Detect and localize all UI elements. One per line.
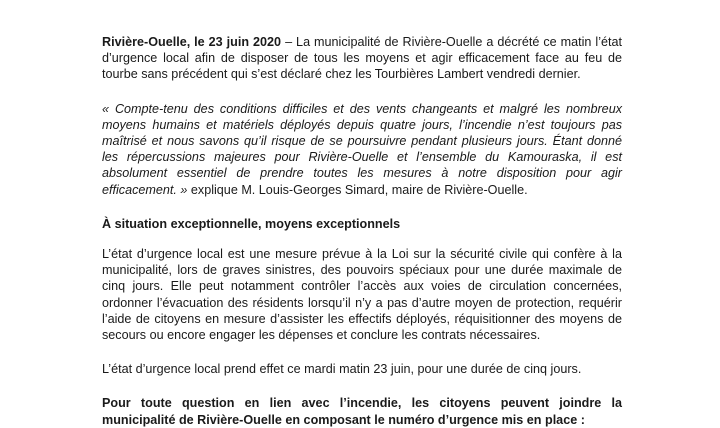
emergency-measures-paragraph: L’état d’urgence local est une mesure prévue à la Loi sur la sécurité civile qui confère à la municipalité, lors de graves sinistres, des pouvoirs spéciaux pour une durée maximale de cinq jours. Elle peut notamment contrôler l’accès aux voies de circulation concernées, ordonner l’évacuation des résidents lorsqu’il n’y a pas d’autre moyen de protection, requérir l’aide de citoyens en mesure d’assister les effectifs déployés, réquisitionner des moyens de secours ou encore engager les dépenses et conclure les contrats nécessaires. <box>102 247 622 343</box>
press-release-document <box>102 34 622 428</box>
mayor-quote-paragraph <box>102 101 622 198</box>
dateline: Rivière-Ouelle, le 23 juin 2020 <box>102 35 282 49</box>
intro-text: – La municipalité de Rivière-Ouelle a décrété ce matin l’état d’urgence local afin de disposer de tous les moyens et agir efficacement face au feu de tourbe sans précédent qui s’est déclaré chez les Tourbières Lambert vendredi dernier. <box>102 35 622 82</box>
effective-date-paragraph: L’état d’urgence local prend effet ce mardi matin 23 juin, pour une durée de cinq jours. <box>102 362 582 377</box>
quote-attribution: explique M. Louis-Georges Simard, maire de Rivière-Ouelle. <box>187 182 528 197</box>
contact-paragraph: Pour toute question en lien avec l’incendie, les citoyens peuvent joindre la municipalité de Rivière-Ouelle en composant le numéro d’urgence mis en place : <box>102 396 622 427</box>
intro-paragraph <box>102 34 622 83</box>
section-heading: À situation exceptionnelle, moyens exceptionnels <box>102 216 401 231</box>
mayor-quote: « Compte-tenu des conditions difficiles et des vents changeants et malgré les nombreux moyens humains et matériels déployés depuis quatre jours, l’incendie n’est toujours pas maîtrisé et nous savons qu’il risque de se poursuivre pendant plusieurs jours. Étant donné les répercussions majeures pour Rivière-Ouelle et l’ensemble du Kamouraska, il est absolument essentiel de prendre toutes les mesures à notre disposition pour agir efficacement. » <box>102 101 622 197</box>
